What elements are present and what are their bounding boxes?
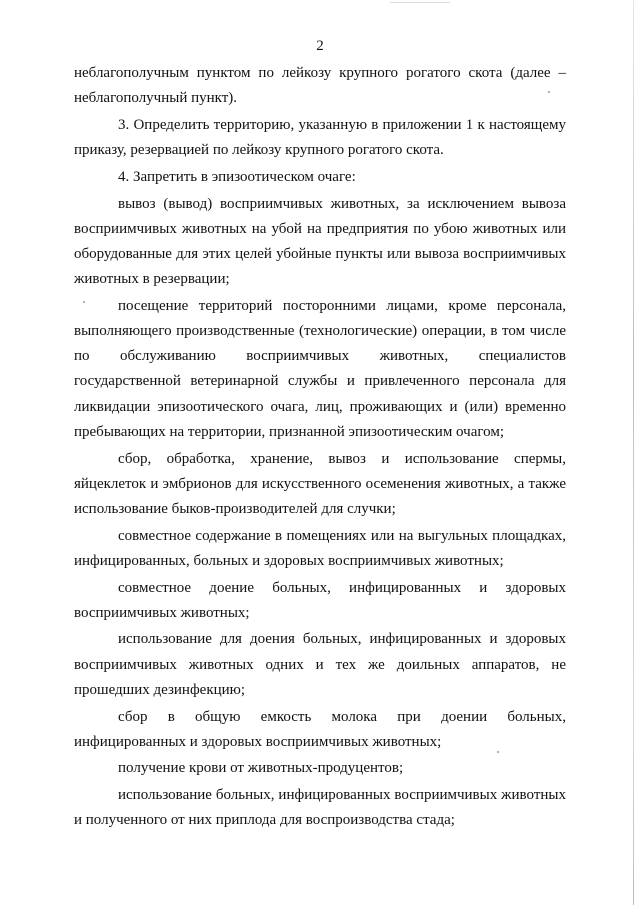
paragraph-milking-equipment: использование для доения больных, инфицированных и здоровых восприимчивых животных одних и тех же доильных аппаратов, не прошедших дезинфекцию; <box>74 631 566 698</box>
paragraph-sperm-ban: сбор, обработка, хранение, вывоз и использование спермы, яйцеклеток и эмбрионов для искусственного осеменения животных, а также использование быков-производителей для случки; <box>74 450 566 517</box>
paragraph-milk-collection: сбор в общую емкость молока при доении больных, инфицированных и здоровых восприимчивых животных; <box>74 708 566 750</box>
paragraph-joint-milking: совместное доение больных, инфицированных и здоровых восприимчивых животных; <box>74 579 566 621</box>
scan-top-mark <box>390 2 450 3</box>
page-number: 2 <box>316 38 324 54</box>
paragraph-item-4: 4. Запретить в эпизоотическом очаге: <box>118 168 356 185</box>
paragraph-visit-ban: посещение территорий посторонними лицами, кроме персонала, выполняющего производственные (технологические) операции, в том числе по обслуживанию восприимчивых животных, специалистов государственной ветеринарной службы и привлеченного персонала для ликвидации эпизоотического очага, лиц, проживающих и (или) временно пребывающих на территории, признанной эпизоотическим очагом; <box>74 297 566 440</box>
paragraph-item-3: 3. Определить территорию, указанную в приложении 1 к настоящему приказу, резервацией по лейкозу крупного рогатого скота. <box>74 116 566 159</box>
paragraph-reproduction-ban: использование больных, инфицированных восприимчивых животных и полученного от них приплода для воспроизводства стада; <box>74 787 566 829</box>
paragraph-blood-collection: получение крови от животных-продуцентов; <box>118 760 404 777</box>
scan-edge-line <box>633 0 634 905</box>
document-body <box>74 61 566 835</box>
paragraph-joint-keeping: совместное содержание в помещениях или на выгульных площадках, инфицированных, больных и здоровых восприимчивых животных; <box>74 527 566 569</box>
paragraph-export-ban: вывоз (вывод) восприимчивых животных, за исключением вывоза восприимчивых животных на убой на предприятия по убою животных или оборудованные для этих целей убойные пункты или вывоза восприимчивых животных в резервации; <box>74 195 566 288</box>
paragraph-continuation: неблагополучным пунктом по лейкозу крупного рогатого скота (далее – неблагополучный пункт). <box>74 65 566 107</box>
